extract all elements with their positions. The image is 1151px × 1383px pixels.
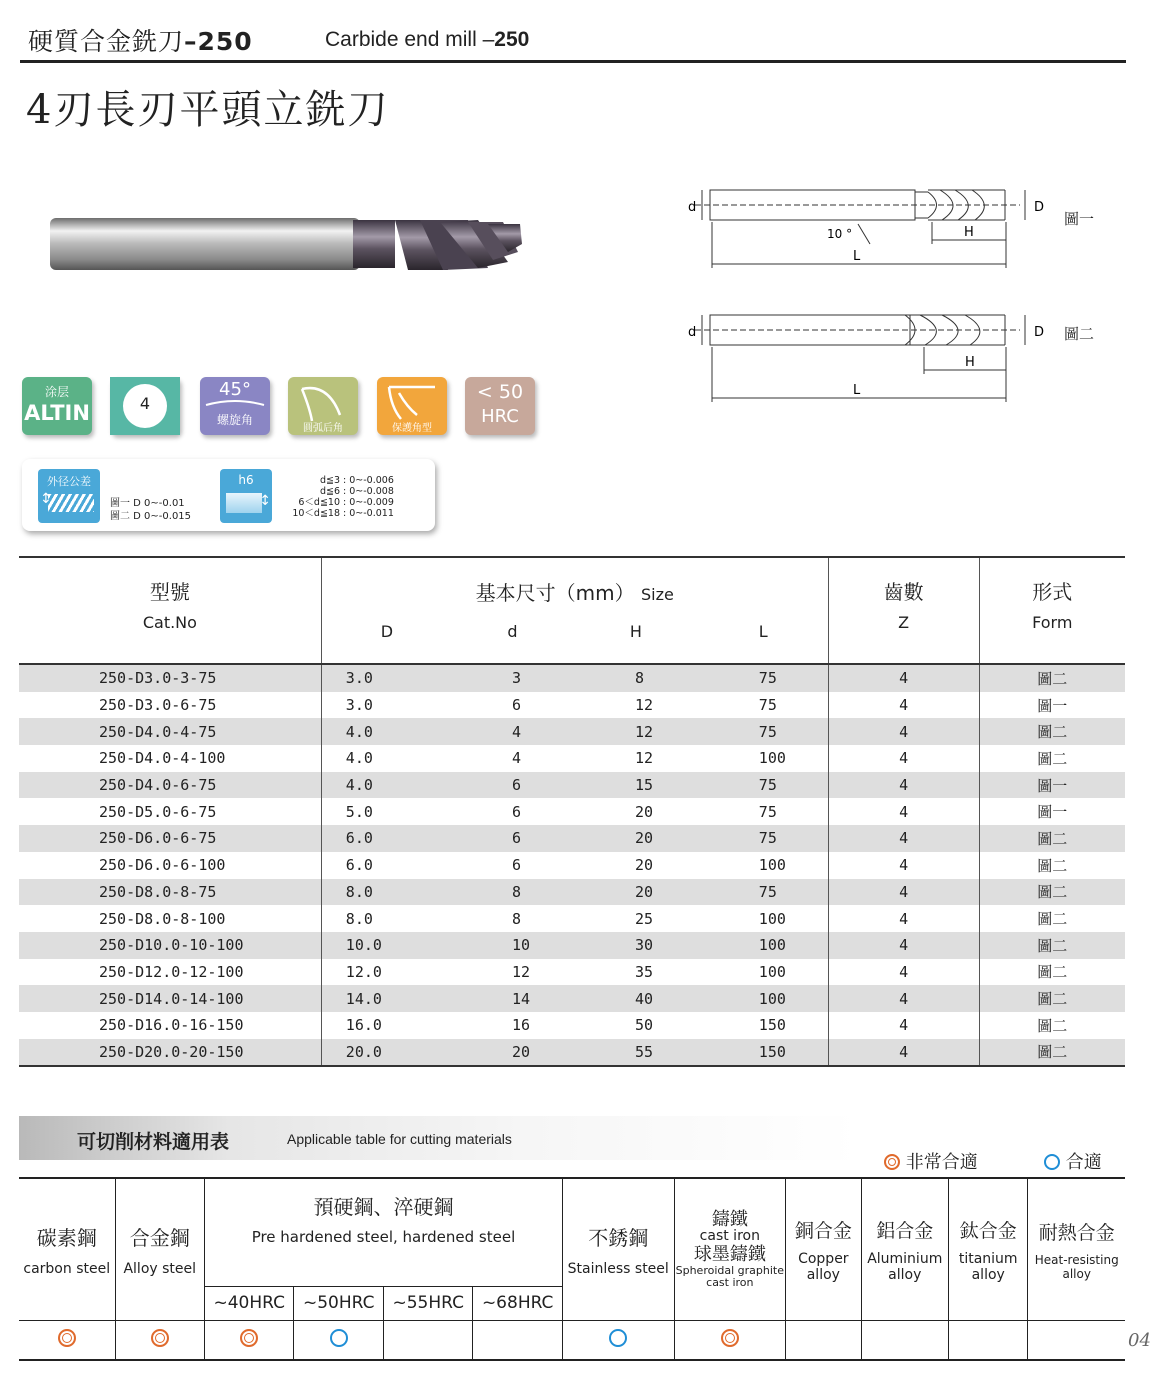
rating-cell bbox=[294, 1320, 383, 1360]
table-cell: 100 bbox=[699, 905, 828, 932]
table-cell: 100 bbox=[699, 985, 828, 1012]
table-cell: 55 bbox=[634, 1042, 654, 1061]
rating-row bbox=[19, 1320, 1125, 1360]
table-cell: 75 bbox=[699, 664, 828, 692]
table-cell: 8.0 bbox=[345, 882, 373, 901]
mat-copper: 銅合金 Copper alloy bbox=[786, 1178, 861, 1320]
table-cell: 8 bbox=[634, 669, 644, 688]
table-cell: 4.0 bbox=[345, 749, 373, 768]
rating-cell bbox=[562, 1320, 674, 1360]
table-cell: 圖一 bbox=[1037, 696, 1068, 715]
fig2-label: 圖二 bbox=[1064, 325, 1095, 343]
table-cell: 6.0 bbox=[345, 856, 373, 875]
table-cell: 6 bbox=[512, 776, 522, 795]
table-cell: 4 bbox=[828, 772, 979, 799]
table-cell: 75 bbox=[699, 879, 828, 906]
rating-cell bbox=[674, 1320, 786, 1360]
table-cell: 5.0 bbox=[345, 802, 373, 821]
table-cell: 圖二 bbox=[1037, 990, 1068, 1009]
mat-alloy: 合金鋼 Alloy steel bbox=[115, 1178, 204, 1320]
table-row bbox=[19, 718, 1125, 745]
table-row bbox=[19, 985, 1125, 1012]
table-cell: 4 bbox=[828, 825, 979, 852]
fig1-H-label: H bbox=[964, 225, 974, 240]
page-number: 04 bbox=[1128, 1330, 1151, 1351]
cat-no-cell: 250-D8.0-8-75 bbox=[19, 879, 321, 906]
hrc-55: ~55HRC bbox=[383, 1286, 472, 1320]
table-cell: 圖二 bbox=[1037, 1043, 1068, 1062]
suitable-icon bbox=[609, 1329, 627, 1347]
fig1-angle: 10 ° bbox=[827, 227, 853, 241]
table-cell: 4 bbox=[828, 745, 979, 772]
table-cell: 6 bbox=[512, 856, 522, 875]
table-cell: 圖一 bbox=[1037, 776, 1068, 795]
table-cell: 10 bbox=[512, 936, 531, 955]
fig1-d-label: d bbox=[688, 200, 697, 215]
rating-cell bbox=[949, 1320, 1028, 1360]
hrc-68: ~68HRC bbox=[473, 1286, 562, 1320]
table-cell: 8 bbox=[512, 882, 522, 901]
suitable-icon bbox=[330, 1329, 348, 1347]
table-cell: 圖二 bbox=[1037, 910, 1068, 929]
mat-aluminium: 鋁合金 Aluminium alloy bbox=[861, 1178, 948, 1320]
rating-cell bbox=[861, 1320, 948, 1360]
table-cell: 100 bbox=[699, 959, 828, 986]
table-cell: 12 bbox=[634, 749, 654, 768]
materials-table bbox=[19, 1177, 1125, 1361]
mat-titanium: 鈦合金 titanium alloy bbox=[949, 1178, 1028, 1320]
very-suitable-icon bbox=[240, 1329, 258, 1347]
table-cell: 圖二 bbox=[1037, 723, 1068, 742]
table-cell: 圖二 bbox=[1037, 963, 1068, 982]
col-L: L bbox=[699, 621, 828, 664]
table-cell: 圖二 bbox=[1037, 936, 1068, 955]
table-cell: 16 bbox=[512, 1016, 531, 1035]
table-cell: 150 bbox=[699, 1039, 828, 1067]
table-row bbox=[19, 825, 1125, 852]
very-suitable-icon bbox=[721, 1329, 739, 1347]
table-cell: 20 bbox=[634, 829, 654, 848]
table-cell: 14.0 bbox=[345, 989, 382, 1008]
table-cell: 8.0 bbox=[345, 909, 373, 928]
teeth-header: 齒數 Z bbox=[828, 557, 979, 664]
cat-header: 型號 Cat.No bbox=[19, 557, 321, 664]
table-cell: 圖二 bbox=[1037, 856, 1068, 875]
table-cell: 4 bbox=[828, 879, 979, 906]
table-cell: 4 bbox=[512, 749, 522, 768]
table-cell: 100 bbox=[699, 932, 828, 959]
table-cell: 75 bbox=[699, 718, 828, 745]
legend-very-suitable: 非常合適 bbox=[884, 1148, 978, 1174]
product-title: 4刃長刃平頭立銑刀 bbox=[26, 87, 390, 133]
table-cell: 75 bbox=[699, 825, 828, 852]
table-row bbox=[19, 1012, 1125, 1039]
form-header: 形式 Form bbox=[979, 557, 1125, 664]
drawing-fig2 bbox=[680, 300, 1045, 405]
mat-hardened: 預硬鋼、淬硬鋼 Pre hardened steel, hardened steel bbox=[205, 1178, 563, 1286]
radius-relief-icon: 圓弧后角 bbox=[288, 377, 358, 435]
table-cell: 50 bbox=[634, 1016, 654, 1035]
rating-cell bbox=[383, 1320, 472, 1360]
fig2-H-label: H bbox=[965, 355, 975, 370]
fig2-D-label: D bbox=[1034, 325, 1045, 340]
table-cell: 4 bbox=[512, 722, 522, 741]
very-suitable-icon bbox=[151, 1329, 169, 1347]
table-cell: 4 bbox=[828, 905, 979, 932]
table-cell: 12 bbox=[634, 696, 654, 715]
table-cell: 4 bbox=[828, 932, 979, 959]
table-cell: 4 bbox=[828, 1039, 979, 1067]
fig2-L-label: L bbox=[853, 383, 861, 398]
table-cell: 6 bbox=[512, 802, 522, 821]
table-cell: 20 bbox=[634, 856, 654, 875]
h6-tolerance-list: d≦3 : 0~-0.006 d≦6 : 0~-0.008 6＜d≦10 : 0~-0.009 10＜d≦18 : 0~-0.011 bbox=[292, 475, 394, 519]
table-cell: 3.0 bbox=[345, 669, 373, 688]
fig1-label: 圖一 bbox=[1064, 210, 1095, 228]
materials-header: 可切削材料適用表 Applicable table for cutting materials bbox=[19, 1116, 859, 1160]
cat-no-cell: 250-D4.0-4-100 bbox=[19, 745, 321, 772]
table-cell: 12 bbox=[634, 722, 654, 741]
mat-stainless: 不銹鋼 Stainless steel bbox=[562, 1178, 674, 1320]
rating-cell bbox=[205, 1320, 294, 1360]
table-cell: 圖二 bbox=[1037, 669, 1068, 688]
table-row bbox=[19, 772, 1125, 799]
table-row bbox=[19, 852, 1125, 879]
table-cell: 圖一 bbox=[1037, 803, 1068, 822]
table-row bbox=[19, 745, 1125, 772]
table-row bbox=[19, 798, 1125, 825]
flute-count-icon: 4 bbox=[110, 377, 180, 435]
header-zh: 硬質合金銑刀–250 bbox=[28, 27, 253, 56]
table-row bbox=[19, 1039, 1125, 1067]
table-cell: 20 bbox=[512, 1042, 531, 1061]
table-cell: 20.0 bbox=[345, 1042, 382, 1061]
blue-ring-icon bbox=[1044, 1154, 1060, 1170]
table-cell: 20 bbox=[634, 882, 654, 901]
table-cell: 6.0 bbox=[345, 829, 373, 848]
very-suitable-icon bbox=[58, 1329, 76, 1347]
fig1-L-label: L bbox=[853, 249, 861, 264]
cat-no-cell: 250-D4.0-6-75 bbox=[19, 772, 321, 799]
helix-angle-icon: 45° 螺旋角 bbox=[200, 377, 270, 435]
cat-no-cell: 250-D5.0-6-75 bbox=[19, 798, 321, 825]
orange-ring-icon bbox=[884, 1154, 900, 1170]
table-cell: 圖二 bbox=[1037, 749, 1068, 768]
h6-icon: h6 ↕ bbox=[220, 469, 272, 523]
cat-no-cell: 250-D16.0-16-150 bbox=[19, 1012, 321, 1039]
drawing-fig1 bbox=[680, 180, 1045, 270]
table-cell: 25 bbox=[634, 909, 654, 928]
table-cell: 4 bbox=[828, 959, 979, 986]
spec-table bbox=[19, 556, 1125, 1067]
hrc-40: ~40HRC bbox=[205, 1286, 294, 1320]
col-d: d bbox=[507, 621, 518, 641]
col-D: D bbox=[380, 621, 394, 641]
table-cell: 100 bbox=[699, 852, 828, 879]
table-cell: 150 bbox=[699, 1012, 828, 1039]
table-cell: 75 bbox=[699, 692, 828, 719]
table-row bbox=[19, 959, 1125, 986]
table-cell: 14 bbox=[512, 989, 531, 1008]
protective-angle-icon: 保護角型 bbox=[377, 377, 447, 435]
rating-cell bbox=[19, 1320, 115, 1360]
cat-no-cell: 250-D12.0-12-100 bbox=[19, 959, 321, 986]
table-cell: 4 bbox=[828, 692, 979, 719]
table-row bbox=[19, 879, 1125, 906]
table-cell: 圖二 bbox=[1037, 883, 1068, 902]
table-cell: 30 bbox=[634, 936, 654, 955]
table-cell: 3 bbox=[512, 669, 522, 688]
cat-no-cell: 250-D14.0-14-100 bbox=[19, 985, 321, 1012]
outer-tolerance-icon: 外径公差 ↕ bbox=[38, 469, 100, 523]
table-cell: 75 bbox=[699, 798, 828, 825]
end-mill-image bbox=[48, 190, 528, 280]
table-cell: 6 bbox=[512, 829, 522, 848]
rating-cell bbox=[473, 1320, 562, 1360]
table-cell: 4 bbox=[828, 1012, 979, 1039]
fig2-d-label: d bbox=[688, 325, 697, 340]
cat-no-cell: 250-D20.0-20-150 bbox=[19, 1039, 321, 1067]
hrc-rating-icon: < 50 HRC bbox=[465, 377, 535, 435]
col-H: H bbox=[629, 621, 642, 641]
cat-no-cell: 250-D3.0-6-75 bbox=[19, 692, 321, 719]
table-cell: 4.0 bbox=[345, 776, 373, 795]
table-cell: 4 bbox=[828, 664, 979, 692]
table-cell: 4 bbox=[828, 798, 979, 825]
mat-heat-resisting: 耐熱合金 Heat-resisting alloy bbox=[1028, 1178, 1125, 1320]
table-cell: 3.0 bbox=[345, 696, 373, 715]
table-cell: 12 bbox=[512, 962, 531, 981]
page-header bbox=[20, 18, 1126, 63]
header-en: Carbide end mill –250 bbox=[325, 28, 530, 51]
rating-cell bbox=[115, 1320, 204, 1360]
cat-no-cell: 250-D10.0-10-100 bbox=[19, 932, 321, 959]
table-cell: 100 bbox=[699, 745, 828, 772]
tolerance-box bbox=[22, 459, 435, 531]
table-cell: 40 bbox=[634, 989, 654, 1008]
table-cell: 10.0 bbox=[345, 936, 382, 955]
table-row bbox=[19, 905, 1125, 932]
cat-no-cell: 250-D8.0-8-100 bbox=[19, 905, 321, 932]
table-row bbox=[19, 664, 1125, 692]
mat-cast-iron: 鑄鐵 cast iron 球墨鑄鐵 Spheroidal graphite cast iron bbox=[674, 1178, 786, 1320]
cat-no-cell: 250-D3.0-3-75 bbox=[19, 664, 321, 692]
table-cell: 16.0 bbox=[345, 1016, 382, 1035]
hrc-50: ~50HRC bbox=[294, 1286, 383, 1320]
coating-altin-icon: 涂层 ALTIN bbox=[22, 377, 92, 435]
table-cell: 15 bbox=[634, 776, 654, 795]
size-header: 基本尺寸（mm） Size bbox=[321, 557, 828, 621]
table-cell: 20 bbox=[634, 802, 654, 821]
table-cell: 4.0 bbox=[345, 722, 373, 741]
table-cell: 6 bbox=[512, 696, 522, 715]
mat-carbon: 碳素鋼 carbon steel bbox=[19, 1178, 115, 1320]
table-cell: 75 bbox=[699, 772, 828, 799]
table-cell: 4 bbox=[828, 718, 979, 745]
table-cell: 圖二 bbox=[1037, 829, 1068, 848]
table-row bbox=[19, 692, 1125, 719]
cat-no-cell: 250-D6.0-6-100 bbox=[19, 852, 321, 879]
cat-no-cell: 250-D6.0-6-75 bbox=[19, 825, 321, 852]
fig2-tolerance: 圖二 D 0~-0.015 bbox=[110, 511, 192, 522]
fig1-D-label: D bbox=[1034, 200, 1045, 215]
table-cell: 12.0 bbox=[345, 962, 382, 981]
rating-cell bbox=[786, 1320, 861, 1360]
fig1-tolerance: 圖一 D 0~-0.01 bbox=[110, 498, 185, 509]
rating-cell bbox=[1028, 1320, 1125, 1360]
table-cell: 35 bbox=[634, 962, 654, 981]
legend-suitable: 合適 bbox=[1044, 1148, 1102, 1174]
table-row bbox=[19, 932, 1125, 959]
table-cell: 圖二 bbox=[1037, 1016, 1068, 1035]
cat-no-cell: 250-D4.0-4-75 bbox=[19, 718, 321, 745]
table-cell: 4 bbox=[828, 985, 979, 1012]
table-cell: 4 bbox=[828, 852, 979, 879]
table-cell: 8 bbox=[512, 909, 522, 928]
